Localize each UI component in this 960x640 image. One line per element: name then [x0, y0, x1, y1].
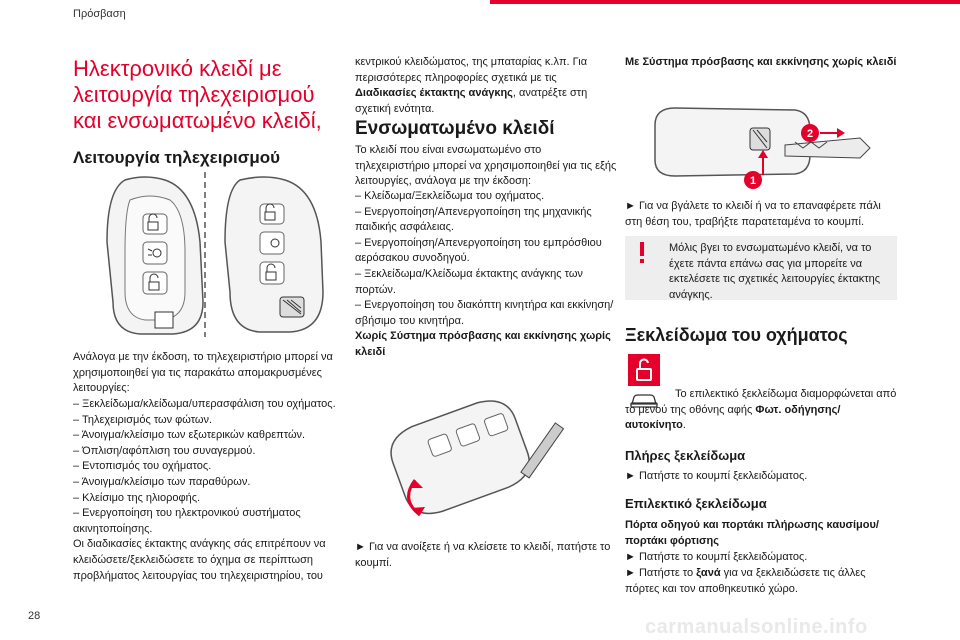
integrated-key-list — [355, 189, 617, 361]
selective-unlock-info: Το επιλεκτικό ξεκλείδωμα διαμορφώνεται από το μενού της οθόνης αφής Φωτ. οδήγησης/αυτοκίνητο. — [625, 388, 897, 432]
list-item: – Ενεργοποίηση του ηλεκτρονικού συστήματος ακινητοποίησης. — [73, 507, 301, 535]
emergency-continuation: κεντρικού κλειδώματος, της μπαταρίας κ.λπ. Για περισσότερες πληροφορίες σχετικά με τις Διαδικασίες έκτακτης ανάγκης, ανατρέξτε στη σχετική ενότητα. — [355, 56, 588, 115]
header-accent-bar — [490, 0, 960, 4]
unlocking-heading: Ξεκλείδωμα του οχήματος — [625, 325, 848, 345]
list-item: – Άνοιγμα/κλείσιμο των εξωτερικών καθρεπτών. — [73, 429, 306, 442]
warning-icon — [635, 242, 649, 264]
emergency-note-text: Οι διαδικασίες έκτακτης ανάγκης σάς επιτρέπουν να κλειδώσετε/ξεκλειδώσετε το όχημα σε περίπτωση προβλήματος λειτουργίας του τηλεχειριστηρίου, του — [73, 538, 326, 582]
without-keyless-subhead: Χωρίς Σύστημα πρόσβασης και εκκίνησης χωρίς κλειδί — [355, 330, 611, 358]
full-unlock-heading: Πλήρες ξεκλείδωμα — [625, 448, 746, 463]
list-item: – Τηλεχειρισμός των φώτων. — [73, 413, 213, 426]
remote-control-heading: Λειτουργία τηλεχειρισμού — [73, 148, 281, 167]
list-item: – Ξεκλείδωμα/κλείδωμα/υπερασφάλιση του οχήματος. — [73, 398, 336, 410]
emergency-procedures-link: Διαδικασίες έκτακτης ανάγκης — [355, 87, 513, 100]
selective-unlock-subhead: Πόρτα οδηγού και πορτάκι πλήρωσης καυσίμου/ πορτάκι φόρτισης — [625, 519, 879, 547]
list-item: – Άνοιγμα/κλείσιμο των παραθύρων. — [73, 475, 251, 488]
list-item: – Ενεργοποίηση/Απενεργοποίηση της μηχανικής παιδικής ασφάλειας. — [355, 205, 592, 234]
folding-key-instruction: ► Για να ανοίξετε ή να κλείσετε το κλειδί, πατήστε το κουμπί. — [355, 541, 611, 569]
list-item: – Ξεκλείδωμα/Κλείδωμα έκτακτης ανάγκης των πορτών. — [355, 267, 583, 296]
keyless-instruction: ► Για να βγάλετε το κλειδί ή να το επαναφέρετε πάλι στη θέση του, τραβήξτε παρατεταμένα το κουμπί. — [625, 200, 881, 228]
integrated-key-note — [625, 236, 897, 300]
remote-intro: Ανάλογα με την έκδοση, το τηλεχειριστήριο μπορεί να χρησιμοποιηθεί για τις παρακάτω απομακρυσμένες λειτουργίες: — [73, 351, 333, 395]
with-keyless-subhead: Με Σύστημα πρόσβασης και εκκίνησης χωρίς κλειδί — [625, 56, 897, 68]
unlock-icon — [628, 354, 660, 386]
selective-unlock-heading: Επιλεκτικό ξεκλείδωμα — [625, 496, 767, 511]
key-fob-illustration — [85, 172, 335, 342]
integrated-key-intro: Το κλειδί που είναι ενσωματωμένο στο τηλεχειριστήριο μπορεί να χρησιμοποιηθεί για τις εξής λειτουργίες, ανάλογα με την έκδοση: — [355, 144, 617, 188]
svg-text:2: 2 — [806, 128, 814, 140]
remote-functions-list — [73, 397, 343, 584]
list-item: – Κλείδωμα/Ξεκλείδωμα του οχήματος. — [355, 190, 545, 202]
note-text: Μόλις βγει το ενσωματωμένο κλειδί, να το έχετε πάντα επάνω σας για μπορείτε να εκτελέσετε τις σχετικές λειτουργίες έκτακτης ανάγκης. — [669, 242, 881, 301]
watermark: carmanualsonline.info — [645, 616, 868, 638]
svg-text:1: 1 — [749, 175, 757, 187]
integrated-key-heading: Ενσωματωμένο κλειδί — [355, 118, 555, 139]
list-item: – Κλείσιμο της ηλιοροφής. — [73, 491, 201, 504]
section-header: Πρόσβαση — [73, 8, 126, 20]
selective-unlock-step-1: ► Πατήστε το κουμπί ξεκλειδώματος. — [625, 551, 808, 563]
full-unlock-text: ► Πατήστε το κουμπί ξεκλειδώματος. — [625, 470, 808, 482]
folding-key-illustration — [375, 400, 605, 520]
list-item: – Εντοπισμός του οχήματος. — [73, 460, 212, 473]
selective-unlock-step-2: ► Πατήστε το ξανά για να ξεκλειδώσετε τις άλλες πόρτες και τον αποθηκευτικό χώρο. — [625, 567, 866, 595]
list-item: – Όπλιση/αφόπλιση του συναγερμού. — [73, 444, 256, 457]
list-item: – Ενεργοποίηση του διακόπτη κινητήρα και εκκίνηση/σβήσιμο του κινητήρα. — [355, 299, 614, 327]
keyless-key-illustration — [645, 100, 895, 190]
list-item: – Ενεργοποίηση/Απενεργοποίηση του εμπρόσθιου αερόσακου συνοδηγού. — [355, 236, 602, 265]
page-title: Ηλεκτρονικό κλειδί με λειτουργία τηλεχειρισμού και ενσωματωμένο κλειδί, — [73, 56, 322, 133]
page-number: 28 — [28, 610, 41, 622]
